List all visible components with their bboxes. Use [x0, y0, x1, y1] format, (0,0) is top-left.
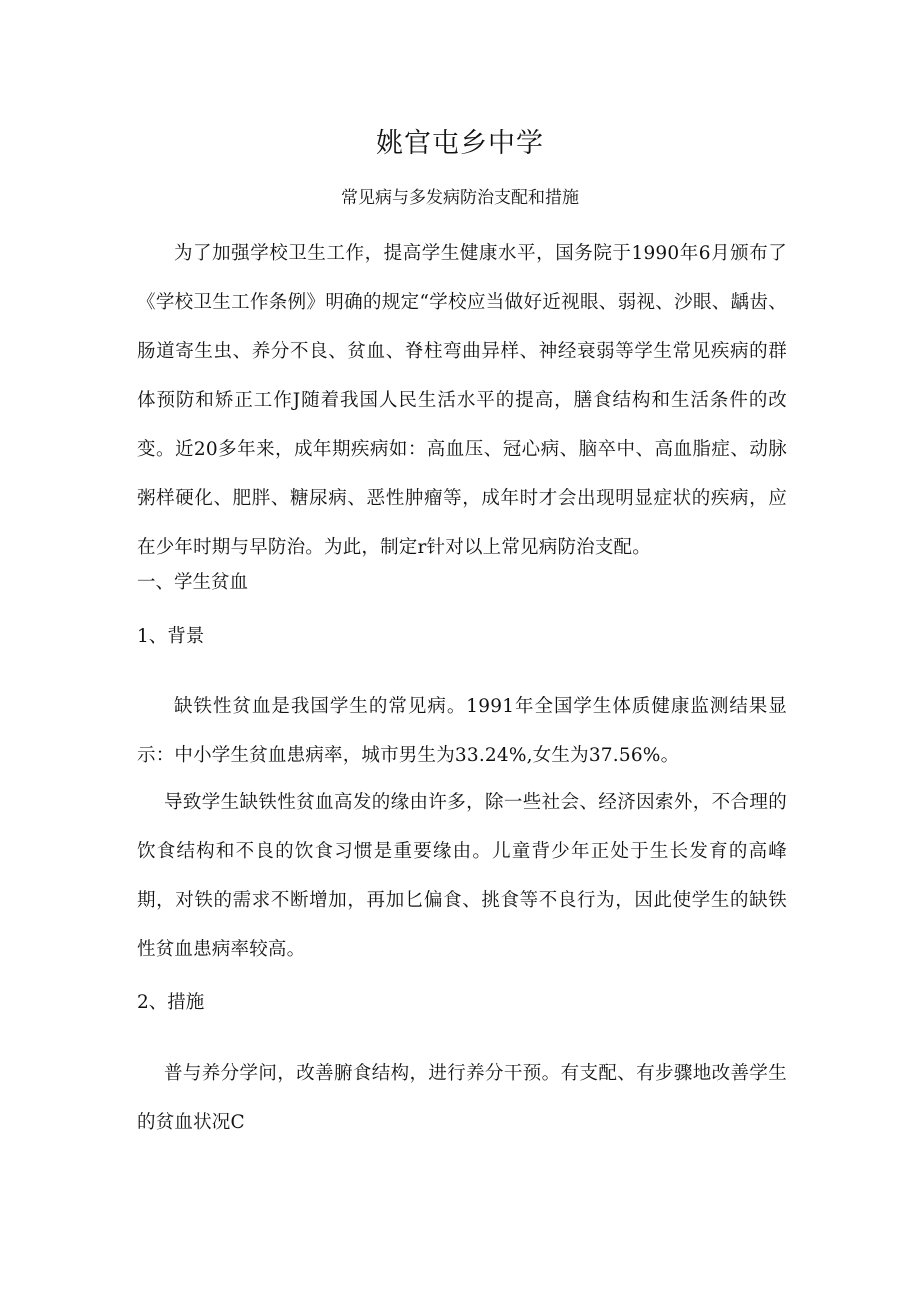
- section-heading-anemia: 一、学生贫血: [137, 572, 249, 593]
- document-subtitle: 常见病与多发病防治支配和措施: [341, 188, 579, 208]
- intro-paragraph: 为了加强学校卫生工作，提高学生健康水平，国务院于1990年6月颁布了《学校卫生工作条例》明确的规定“学校应当做好近视眼、弱视、沙眼、龋齿、肠道寄生虫、养分不良、贫血、脊柱弯曲异样、神经衰弱等学生常见疾病的群体预防和矫正工作J随着我国人民生活水平的提高，膳食结构和生活条件的改变。近20多年来，成年期疾病如：高血压、冠心病、脑卒中、高血脂症、动脉粥样硬化、肥胖、糖尿病、恶性肿瘤等，成年时才会出现明显症状的疾病，应在少年时期与早防治。为此，制定r针对以上常见病防治支配。: [137, 243, 787, 558]
- subsection-heading-measures: 2、措施: [137, 992, 205, 1013]
- document-title: 姚官屯乡中学: [376, 128, 544, 159]
- background-paragraph-2: 导致学生缺铁性贫血高发的缘由许多，除一些社会、经济因索外，不合理的饮食结构和不良的饮食习惯是重要缘由。儿童背少年正处于生长发育的高峰期，对铁的需求不断增加，再加匕偏食、挑食等不良行为，因此使学生的缺铁性贫血患病率较高。: [137, 792, 787, 960]
- background-paragraph-1: 缺铁性贫血是我国学生的常见病。1991年全国学生体质健康监测结果显示：中小学生贫血患病率，城市男生为33.24%,女生为37.56%。: [137, 696, 787, 766]
- subsection-heading-background: 1、背景: [137, 626, 205, 647]
- measures-paragraph: 普与养分学问，改善腑食结构，进行养分干预。有支配、有步骤地改善学生的贫血状况C: [137, 1063, 787, 1133]
